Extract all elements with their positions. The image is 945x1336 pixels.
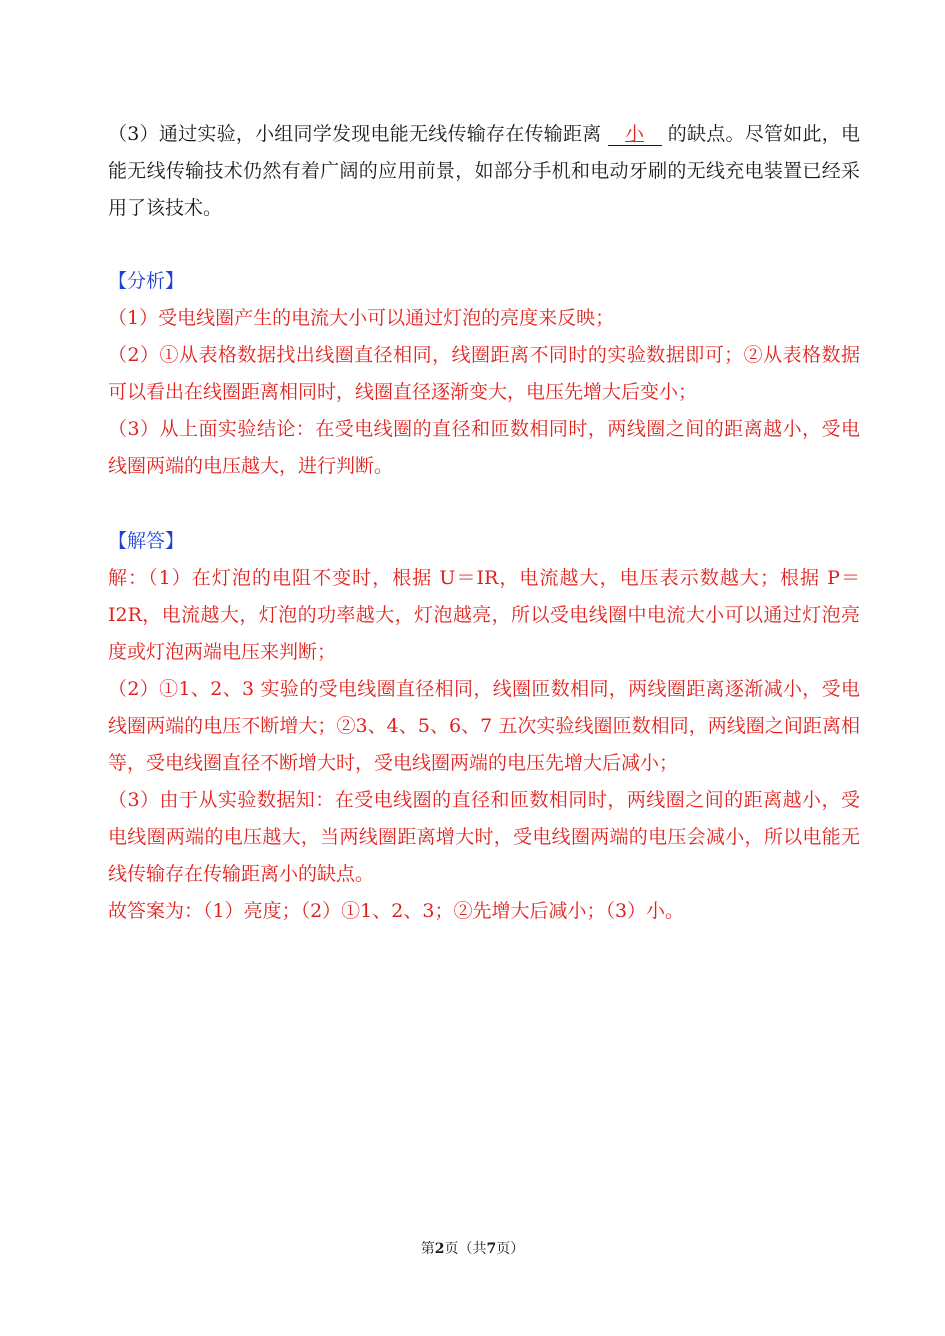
footer-suffix: 页）: [496, 1241, 525, 1257]
footer-total-pages: 7: [486, 1241, 497, 1257]
analysis-line: （2）①从表格数据找出线圈直径相同，线圈距离不同时的实验数据即可；②从表格数据可以看出在线圈距离相同时，线圈直径逐渐变大，电压先增大后变小；: [108, 344, 860, 403]
solution-section: [108, 523, 860, 930]
solution-line: 解：（1）在灯泡的电阻不变时，根据 U＝IR，电流越大，电压表示数越大；根据 P＝I2R，电流越大，灯泡的功率越大，灯泡越亮，所以受电线圈中电流大小可以通过灯泡亮度或灯泡两端电压来判断；: [108, 567, 860, 663]
solution-line: （3）由于从实验数据知：在受电线圈的直径和匝数相同时，两线圈之间的距离越小，受电线圈两端的电压越大，当两线圈距离增大时，受电线圈两端的电压会减小，所以电能无线传输存在传输距离小的缺点。: [108, 789, 860, 885]
footer-middle: 页（共: [444, 1241, 487, 1257]
question-text-before-blank: （3）通过实验，小组同学发现电能无线传输存在传输距离: [108, 123, 602, 145]
footer-page-number: 2: [434, 1241, 445, 1257]
analysis-section: [108, 263, 860, 485]
question-part-3: [108, 116, 860, 227]
blank-answer: 小: [625, 123, 645, 145]
analysis-line: （3）从上面实验结论：在受电线圈的直径和匝数相同时，两线圈之间的距离越小，受电线圈两端的电压越大，进行判断。: [108, 418, 860, 477]
footer-prefix: 第: [420, 1241, 435, 1257]
answer-blank: [608, 123, 662, 146]
page-footer: [0, 1238, 945, 1258]
analysis-line: （1）受电线圈产生的电流大小可以通过灯泡的亮度来反映；: [108, 307, 615, 329]
question-text-after-blank: 的缺点。尽管如此，电能无线传输技术仍然有着广阔的应用前景，如部分手机和电动牙刷的无线充电装置已经采用了该技术。: [108, 123, 860, 219]
analysis-heading: 【分析】: [108, 270, 185, 292]
final-answer-line: 故答案为：（1）亮度；（2）①1、2、3；②先增大后减小；（3）小。: [108, 900, 685, 922]
solution-heading: 【解答】: [108, 530, 185, 552]
solution-line: （2）①1、2、3 实验的受电线圈直径相同，线圈匝数相同，两线圈距离逐渐减小，受电线圈两端的电压不断增大；②3、4、5、6、7 五次实验线圈匝数相同，两线圈之间距离相等，受电线圈直径不断增大时，受电线圈两端的电压先增大后减小；: [108, 678, 860, 774]
